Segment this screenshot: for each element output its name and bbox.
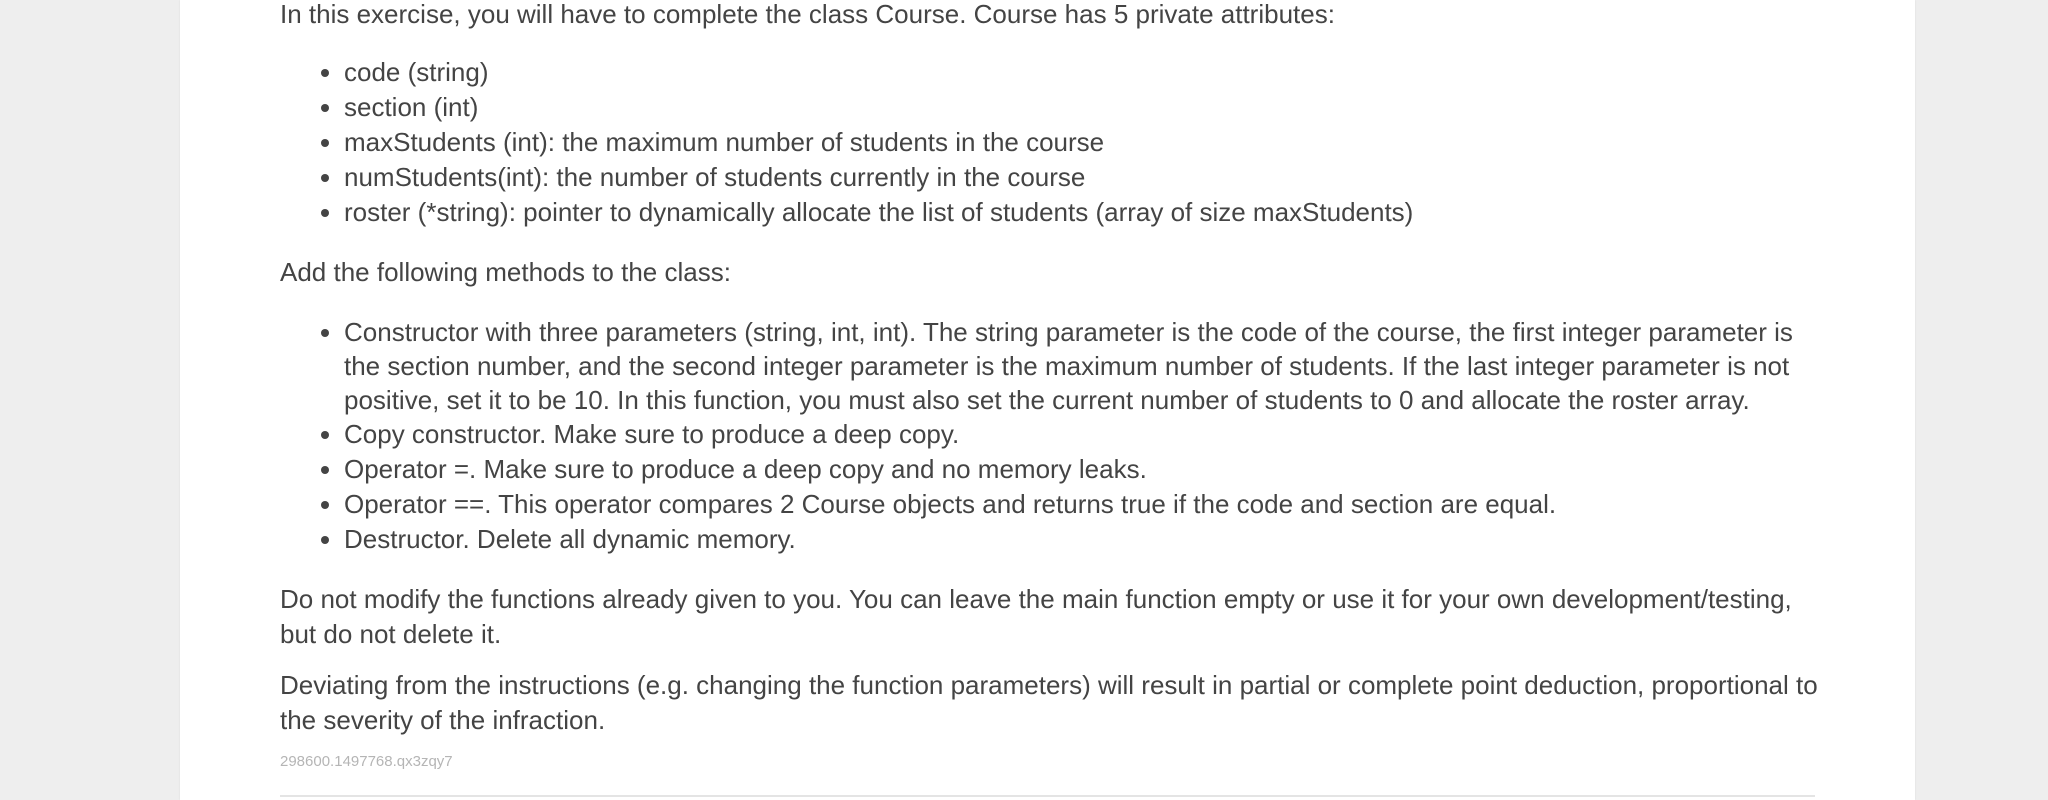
list-item: • Copy constructor. Make sure to produce a deep copy.: [344, 417, 1820, 452]
intro-paragraph: In this exercise, you will have to complete the class Course. Course has 5 private attributes:: [280, 0, 1335, 29]
methods-list: [280, 315, 1820, 557]
divider: [280, 795, 1815, 797]
list-item: • code (string): [344, 55, 1820, 90]
list-item: • Operator =. Make sure to produce a deep copy and no memory leaks.: [344, 452, 1820, 487]
methods-intro-paragraph: Add the following methods to the class:: [280, 257, 731, 287]
list-item: • Constructor with three parameters (string, int, int). The string parameter is the code of the course, the first integer parameter is the section number, and the second integer parameter is the maximum number of students. If the last integer parameter is not positive, set it to be 10. In this function, you must also set the current number of students to 0 and allocate the roster array.: [344, 315, 1820, 417]
list-item: • Operator ==. This operator compares 2 Course objects and returns true if the code and section are equal.: [344, 487, 1820, 522]
exercise-instructions: [280, 0, 1820, 772]
content-card: [180, 0, 1915, 800]
no-modify-paragraph: Do not modify the functions already given to you. You can leave the main function empty or use it for your own development/testing, but do not delete it.: [280, 584, 1792, 649]
reference-id: 298600.1497768.qx3zqy7: [280, 753, 453, 770]
list-item: • maxStudents (int): the maximum number of students in the course: [344, 125, 1820, 160]
list-item: • roster (*string): pointer to dynamically allocate the list of students (array of size maxStudents): [344, 195, 1820, 230]
list-item: • numStudents(int): the number of students currently in the course: [344, 160, 1820, 195]
list-item: • Destructor. Delete all dynamic memory.: [344, 522, 1820, 557]
attributes-list: [280, 55, 1820, 230]
deviation-paragraph: Deviating from the instructions (e.g. changing the function parameters) will result in partial or complete point deduction, proportional to the severity of the infraction.: [280, 670, 1818, 735]
list-item: • section (int): [344, 90, 1820, 125]
